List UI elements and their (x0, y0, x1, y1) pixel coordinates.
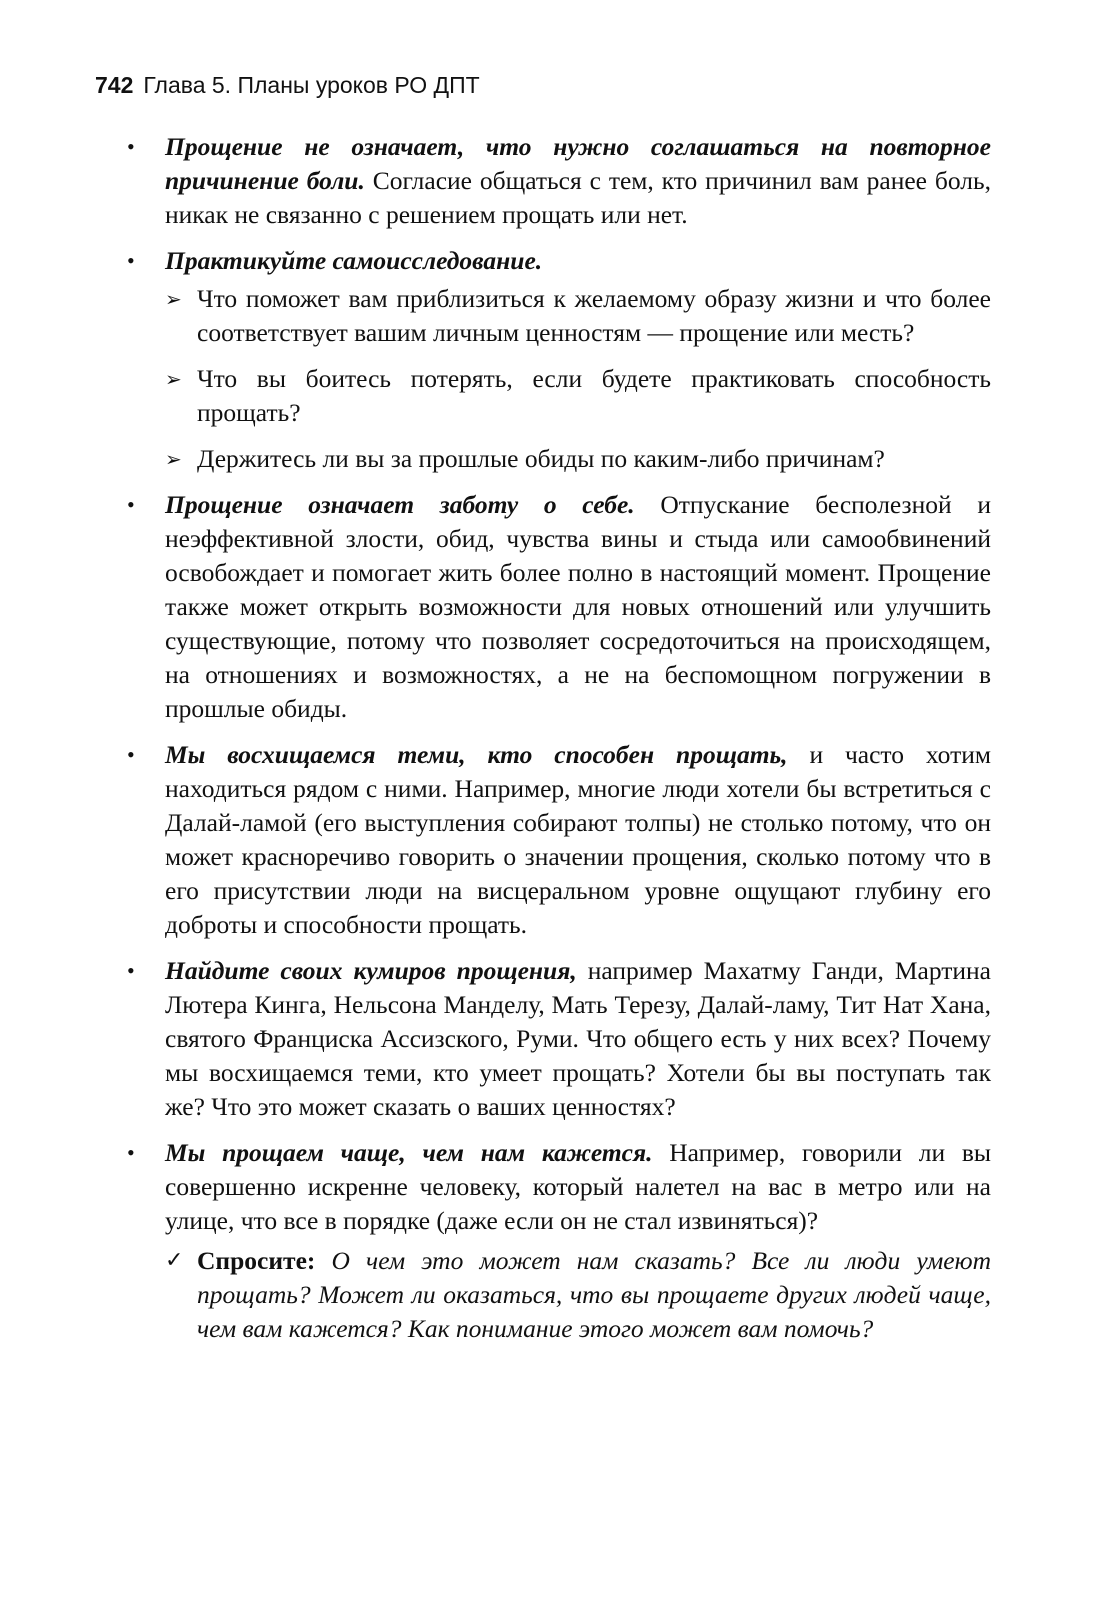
item-lead: Мы восхищаемся теми, кто способен прощать, (165, 740, 788, 769)
item-text: например Махатму Ганди, Мартина Лютера Кинга, Нельсона Манделу, Мать Терезу, Далай-ламу, Тит Нат Хана, святого Франциска Ассизского, Руми. Что общего есть у них всех? Почему мы восхищаемся теми, кто умеет прощать? Хотели бы вы поступать так же? Что это может сказать о ваших ценностях? (165, 956, 991, 1121)
item-lead: Прощение означает заботу о себе. (165, 490, 635, 519)
sub-item-text: Держитесь ли вы за прошлые обиды по каким-либо причинам? (197, 444, 885, 473)
ask-label: Спросите: (197, 1246, 316, 1275)
bullet-icon: • (127, 958, 135, 983)
item-text: и часто хотим находиться рядом с ними. Например, многие люди хотели бы встретиться с Далай-ламой (его выступления собирают толпы) не столько потому, что он может красноречиво говорить о значении прощения, сколько потому что в его присутствии люди на висцеральном уровне ощущают глубину его доброты и способности прощать. (165, 740, 991, 939)
item-text: Согласие общаться с тем, кто причинил вам ранее боль, никак не связанно с решением прощать или нет. (165, 166, 991, 229)
sub-item (165, 362, 991, 430)
bullet-item (127, 130, 991, 232)
item-lead: Практикуйте самоисследование. (165, 246, 543, 275)
item-text: Например, говорили ли вы совершенно искренне человеку, который налетел на вас в метро или на улице, что все в порядке (даже если он не стал извиняться)? (165, 1138, 991, 1235)
bullet-item (127, 1136, 991, 1238)
ask-text: О чем это может нам сказать? Все ли люди умеют прощать? Может ли оказаться, что вы прощаете других людей чаще, чем вам кажется? Как понимание этого может вам помочь? (197, 1246, 991, 1343)
bullet-icon: • (127, 492, 135, 517)
page-number: 742 (95, 72, 134, 98)
running-head (95, 68, 480, 102)
sub-list (165, 282, 991, 476)
sub-item (165, 282, 991, 350)
sub-item-text: Что поможет вам приблизиться к желаемому образу жизни и что более соответствует вашим личным ценностям — прощение или месть? (197, 284, 991, 347)
item-lead: Мы прощаем чаще, чем нам кажется. (165, 1138, 653, 1167)
sub-item (165, 442, 991, 476)
item-text: Отпускание бесполезной и неэффективной злости, обид, чувства вины и стыда или самообвинений освобождает и помогает жить более полно в настоящий момент. Прощение также может открыть возможности для новых отношений или улучшить существующие, потому что позволяет сосредоточиться на происходящем, на отношениях и возможностях, а не на беспомощном погружении в прошлые обиды. (165, 490, 991, 723)
bullet-icon: • (127, 248, 135, 273)
arrow-bullet-icon: ➢ (165, 287, 182, 311)
bullet-item (127, 738, 991, 942)
bullet-item (127, 488, 991, 726)
bullet-icon: • (127, 742, 135, 767)
ask-item (165, 1244, 991, 1346)
check-icon: ✓ (165, 1248, 184, 1273)
item-lead: Прощение не означает, что нужно соглашаться на повторное причинение боли. (165, 132, 991, 195)
sub-item-text: Что вы боитесь потерять, если будете практиковать способность прощать? (197, 364, 991, 427)
bullet-item (127, 954, 991, 1124)
item-lead: Найдите своих кумиров прощения, (165, 956, 577, 985)
page-body (127, 130, 991, 1358)
arrow-bullet-icon: ➢ (165, 367, 182, 391)
bullet-item (127, 244, 991, 278)
bullet-icon: • (127, 134, 135, 159)
arrow-bullet-icon: ➢ (165, 447, 182, 471)
bullet-icon: • (127, 1140, 135, 1165)
chapter-title: Глава 5. Планы уроков РО ДПТ (143, 72, 480, 98)
ask-list (165, 1244, 991, 1346)
